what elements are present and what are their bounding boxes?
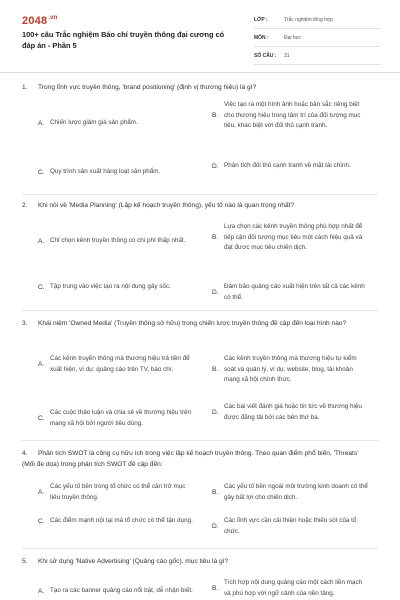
question-text: [22, 200, 372, 211]
question-text: [22, 448, 372, 470]
option-text: Các yếu tố bên trong tổ chức có thể cản trở mục tiêu truyền thông.: [50, 483, 186, 501]
question-stem: Phân tích SWOT là công cụ hữu ích trong việc lập kế hoạch truyền thông. Theo quan điểm phổ biến, 'Threats' (Mối đe dọa) trong phân tích SWOT đề cập đến:: [22, 450, 359, 468]
option-c[interactable]: [38, 408, 208, 429]
option-text: Các lĩnh vực cần cải thiện hoặc thiếu sót của tổ chức.: [224, 517, 357, 535]
option-letter: D.: [212, 162, 219, 170]
option-d[interactable]: [212, 161, 372, 172]
option-letter: A.: [38, 587, 45, 595]
option-c[interactable]: [38, 167, 208, 178]
logo-suffix: .vn: [48, 15, 58, 21]
option-letter: B.: [212, 234, 219, 242]
question-number: 3.: [22, 320, 28, 327]
option-a[interactable]: [38, 236, 208, 247]
option-c[interactable]: [38, 516, 208, 527]
option-b[interactable]: [212, 354, 372, 386]
meta-value: Đại học: [284, 35, 301, 41]
option-b[interactable]: [212, 482, 372, 503]
option-d[interactable]: [212, 516, 372, 537]
option-text: Tích hợp nội dung quảng cáo một cách liền mạch và phù hợp với ngữ cảnh của nền tảng.: [224, 579, 363, 597]
question-divider: [22, 310, 378, 311]
question-text: [22, 556, 372, 567]
option-a[interactable]: [38, 482, 208, 503]
meta-key: SỐ CÂU :: [254, 53, 277, 59]
option-text: Các yếu tố bên ngoài môi trường kinh doanh có thể gây bất lợi cho chiến dịch.: [224, 483, 368, 501]
option-letter: A.: [38, 489, 45, 496]
question-stem: Khi nói về 'Media Planning' (Lập kế hoạch truyền thông), yếu tố nào là quan trọng nhất?: [38, 202, 295, 209]
option-d[interactable]: [212, 282, 372, 303]
option-b[interactable]: [212, 578, 372, 599]
option-text: Các kênh truyền thông mà thương hiệu trả tiền để xuất hiện, ví dụ: quảng cáo trên TV, báo chí.: [50, 355, 190, 373]
meta-value: 31: [284, 53, 290, 59]
header-divider: [0, 72, 400, 73]
meta-row-count: [254, 50, 380, 65]
option-text: Đảm bảo quảng cáo xuất hiện trên tất cả các kênh có thể.: [224, 283, 365, 301]
option-b[interactable]: [212, 222, 372, 254]
option-letter: C.: [38, 283, 45, 291]
meta-row-subject: [254, 32, 380, 47]
logo-text: 2048: [22, 15, 48, 27]
meta-key: MÔN :: [254, 35, 269, 41]
question-stem: Khái niệm 'Owned Media' (Truyền thông sở hữu) trong chiến lược truyền thông đề cập đến loại hình nào?: [38, 320, 347, 327]
meta-key: LỚP :: [254, 17, 268, 23]
question-divider: [22, 440, 378, 441]
option-c[interactable]: [38, 282, 208, 293]
option-text: Phân tích đối thủ cạnh tranh về mặt tài chính.: [224, 162, 351, 169]
option-a[interactable]: [38, 354, 208, 375]
question-divider: [22, 548, 378, 549]
question-stem: Trong lĩnh vực truyền thông, 'brand positioning' (định vị thương hiệu) là gì?: [38, 84, 257, 91]
option-text: Chỉ chọn kênh truyền thông có chi phí thấp nhất.: [50, 237, 186, 244]
question-text: [22, 82, 372, 93]
option-letter: C.: [38, 415, 45, 422]
option-a[interactable]: [38, 586, 208, 597]
option-text: Chiến lược giảm giá sản phẩm.: [50, 119, 138, 126]
question-divider: [22, 194, 378, 195]
question-number: 4.: [22, 450, 28, 457]
option-text: Các kênh truyền thông mà thương hiệu tự kiểm soát và quản lý, ví dụ: website, blog, tài khoản mạng xã hội chính thức.: [224, 355, 357, 383]
question-number: 5.: [22, 558, 28, 565]
option-letter: D.: [212, 523, 219, 530]
question-number: 2.: [22, 202, 28, 209]
option-text: Tập trung vào việc tạo ra nội dung gây sốc.: [50, 283, 171, 290]
meta-row-class: [254, 14, 380, 29]
question-text: [22, 318, 372, 329]
option-letter: D.: [212, 409, 219, 416]
option-letter: A.: [38, 119, 45, 127]
document-header: [0, 0, 400, 68]
option-letter: B.: [212, 366, 219, 374]
option-text: Các điểm mạnh nội tại mà tổ chức có thể tận dụng.: [50, 517, 193, 524]
option-text: Việc tạo ra một hình ảnh hoặc bản sắc riêng biệt cho thương hiệu trong tâm trí của đối tượng mục tiêu, khác biệt với đối thủ cạnh tranh.: [224, 101, 361, 129]
option-letter: C.: [38, 517, 45, 525]
question-stem: Khi sử dụng 'Native Advertising' (Quảng cáo gốc), mục tiêu là gì?: [38, 558, 229, 565]
option-text: Các bài viết đánh giá hoặc tin tức về thương hiệu được đăng tải bởi các bên thứ ba.: [224, 403, 362, 421]
document-meta: [254, 14, 380, 68]
site-logo[interactable]: [22, 15, 58, 27]
option-d[interactable]: [212, 402, 372, 423]
option-letter: D.: [212, 289, 219, 296]
option-b[interactable]: [212, 100, 372, 132]
option-letter: A.: [38, 237, 45, 245]
option-letter: C.: [38, 168, 45, 176]
option-a[interactable]: [38, 118, 198, 129]
option-text: Lựa chọn các kênh truyền thông phù hợp nhất để tiếp cận đối tượng mục tiêu một cách hiệu quả và đạt được mục tiêu chiến dịch.: [224, 223, 363, 251]
option-letter: B.: [212, 585, 219, 592]
meta-value: Trắc nghiệm tổng hợp: [284, 17, 333, 23]
option-text: Các cuộc thảo luận và chia sẻ về thương hiệu trên mạng xã hội bởi người tiêu dùng.: [50, 409, 192, 427]
option-letter: B.: [212, 489, 219, 496]
option-letter: B.: [212, 112, 219, 120]
option-text: Quy trình sản xuất hàng loạt sản phẩm.: [50, 168, 161, 175]
option-letter: A.: [38, 361, 45, 368]
question-number: 1.: [22, 84, 28, 91]
document-title: 100+ câu Trắc nghiệm Báo chí truyền thông đại cương có đáp án - Phần 5: [22, 30, 225, 50]
option-text: Tạo ra các banner quảng cáo nổi bật, dễ nhận biết.: [50, 587, 193, 594]
